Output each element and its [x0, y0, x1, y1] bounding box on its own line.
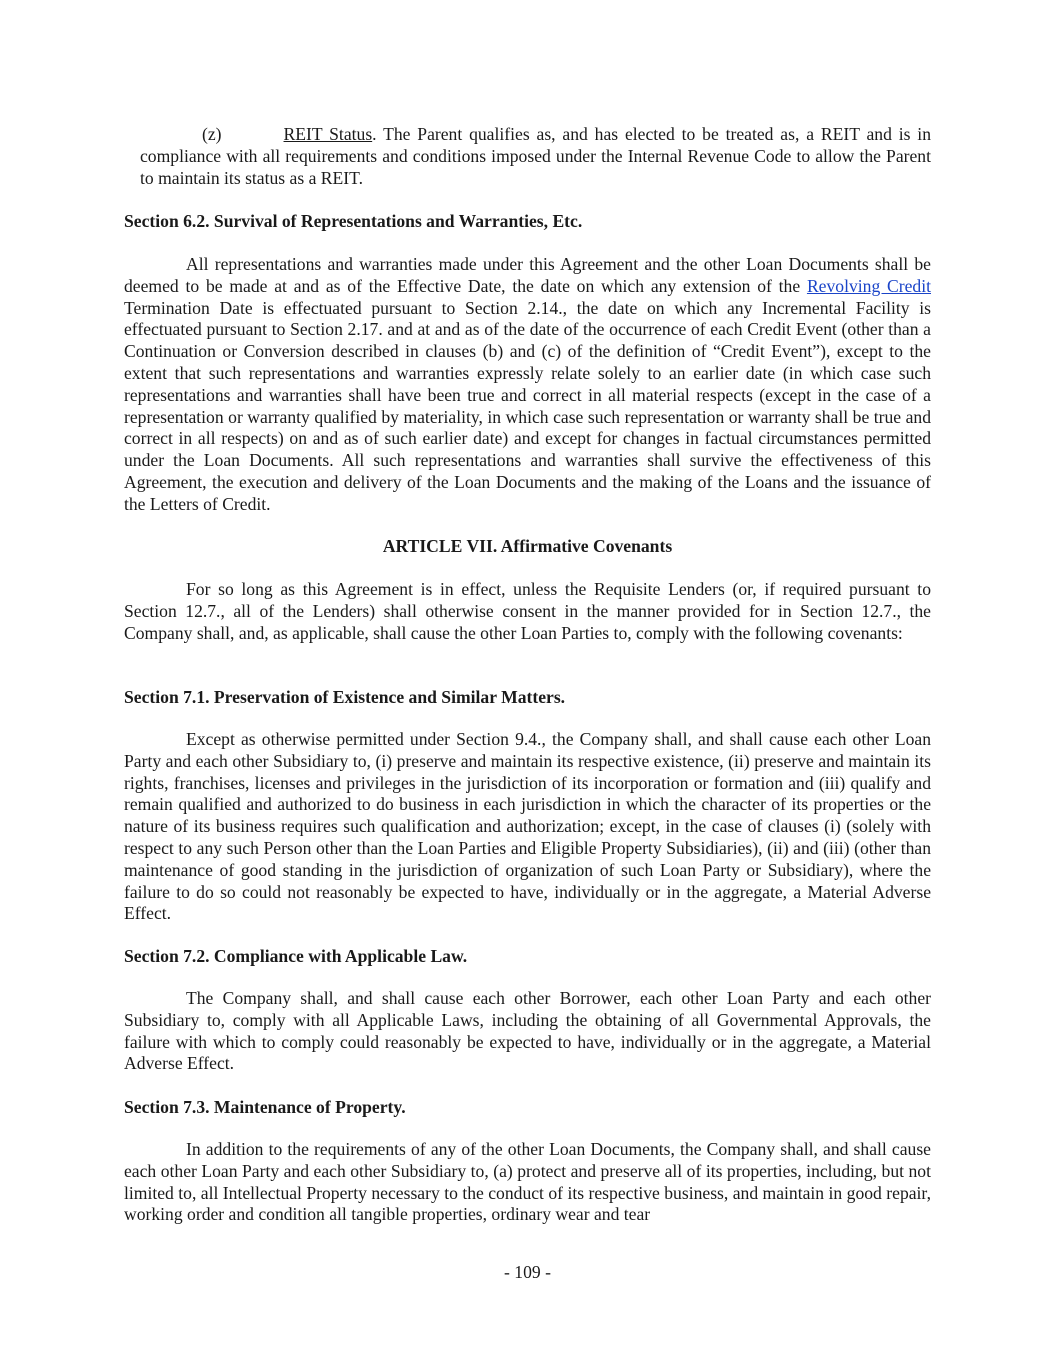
article-7-heading: ARTICLE VII. Affirmative Covenants — [382, 536, 673, 556]
clause-z-marker: (z) — [202, 124, 222, 144]
article-7-intro: For so long as this Agreement is in effect, unless the Requisite Lenders (or, if required pursuant to Section 12.7., all of the Lenders) shall otherwise consent in the manner provided for in Section 12.7., the Company shall, and, as applicable, shall cause the other Loan Parties to, comply with the following covenants: — [124, 579, 931, 643]
section-7-2-paragraph: The Company shall, and shall cause each other Borrower, each other Loan Party and each other Subsidiary to, comply with all Applicable Laws, including the obtaining of all Governmental Approvals, the failure with which to comply could reasonably be expected to have, individually or in the aggregate, a Material Adverse Effect. — [124, 988, 931, 1074]
section-6-2-text-end: Termination Date is effectuated pursuant to Section 2.14., the date on which any Incremental Facility is effectuated pursuant to Section 2.17. and at and as of the date of the occurrence of each Credit Event (other than a Continuation or Conversion described in clauses (b) and (c) of the definition of “Credit Event”), except to the extent that such representations and warranties expressly relate solely to an earlier date (in which case such representations and warranties shall have been true and correct in all material respects (except in the case of a representation or warranty qualified by materiality, in which case such representation or warranty shall be true and correct in all respects) on and as of such earlier date) and except for changes in factual circumstances permitted under the Loan Documents. All such representations and warranties shall survive the effectiveness of this Agreement, the execution and delivery of the Loan Documents and the making of the Loans and the issuance of the Letters of Credit. — [124, 297, 931, 514]
clause-z-title: REIT Status — [283, 124, 373, 144]
section-7-3-paragraph: In addition to the requirements of any of the other Loan Documents, the Company shall, and shall cause each other Loan Party and each other Subsidiary to, (a) protect and preserve all of its properties, including, but not limited to, all Intellectual Property necessary to the conduct of its respective business, and maintain in good repair, working order and condition all tangible properties, ordinary wear and tear — [124, 1139, 931, 1225]
section-6-2-heading: Section 6.2. Survival of Representations and Warranties, Etc. — [124, 211, 583, 231]
clause-z-text: . The Parent qualifies as, and has elected to be treated as, a REIT and is in compliance with all requirements and conditions imposed under the Internal Revenue Code to allow the Parent to maintain its status as a REIT. — [140, 124, 931, 188]
section-7-1-paragraph: Except as otherwise permitted under Section 9.4., the Company shall, and shall cause each other Loan Party and each other Subsidiary to, (i) preserve and maintain its respective existence, (ii) preserve and maintain its rights, franchises, licenses and privileges in the jurisdiction of its incorporation or formation and (iii) qualify and remain qualified and authorized to do business in each jurisdiction in which the character of its properties or the nature of its business requires such qualification and authorization; except, in the case of clauses (i) (solely with respect to any such Person other than the Loan Parties and Eligible Property Subsidiaries), (ii) and (iii) (other than maintenance of good standing in the jurisdiction of organization of such Loan Party or Subsidiary), where the failure to do so could not reasonably be expected to have, individually or in the aggregate, a Material Adverse Effect. — [124, 729, 931, 924]
revolving-credit-link[interactable]: Revolving Credit — [806, 275, 931, 296]
section-7-2-heading: Section 7.2. Compliance with Applicable Law. — [124, 946, 468, 966]
page-number: - 109 - — [504, 1262, 551, 1282]
section-7-1-heading: Section 7.1. Preservation of Existence and Similar Matters. — [124, 687, 566, 707]
section-6-2-text-start: All representations and warranties made under this Agreement and the other Loan Documents shall be deemed to be made at and as of the Effective Date, the date on which any extension of the — [124, 254, 931, 296]
section-7-3-heading: Section 7.3. Maintenance of Property. — [124, 1097, 406, 1117]
section-6-2-paragraph — [124, 254, 931, 516]
clause-z-paragraph — [140, 124, 931, 189]
